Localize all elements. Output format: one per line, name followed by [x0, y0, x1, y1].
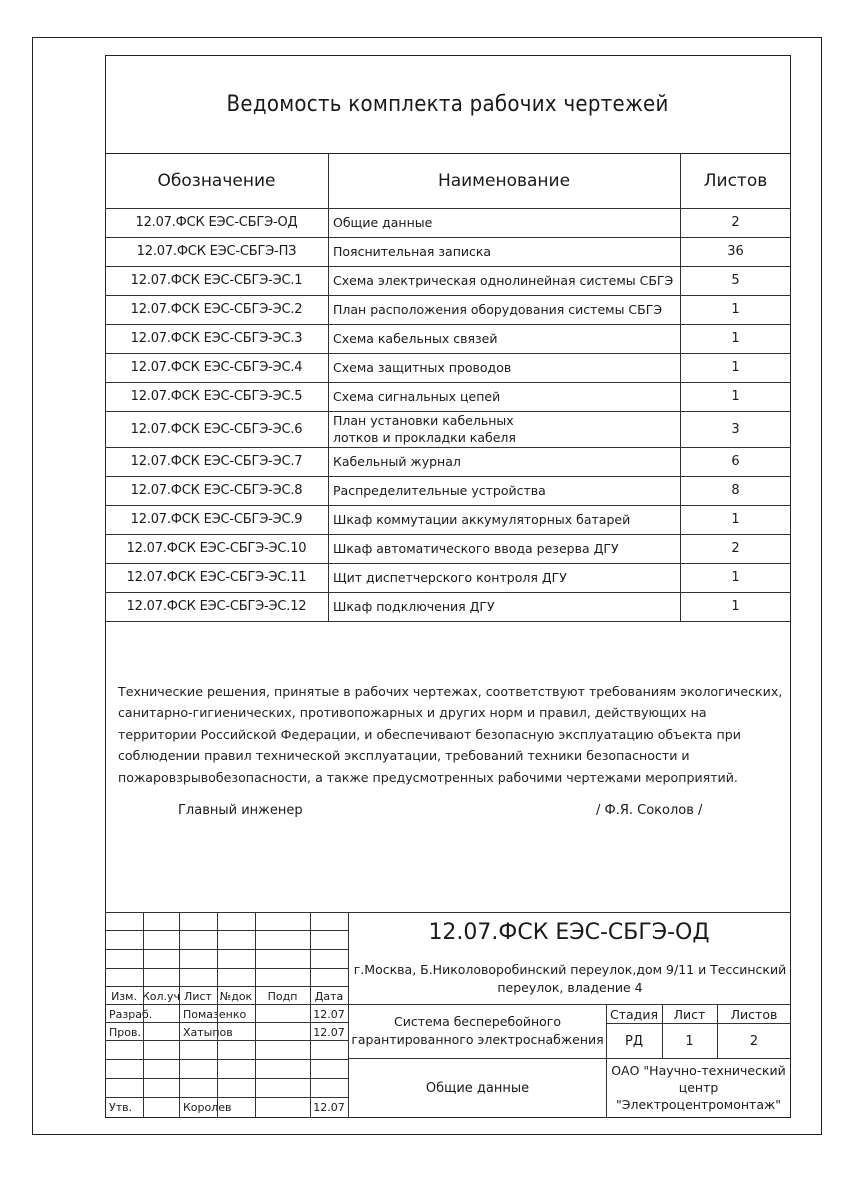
row-designation: 12.07.ФСК ЕЭС-СБГЭ-ЭС.8 — [130, 483, 303, 498]
title-block-col-line — [179, 912, 180, 1118]
row-name: Распределительные устройства — [333, 483, 546, 498]
row-sheets-count: 1 — [731, 512, 740, 527]
row-sheets-count: 1 — [731, 302, 740, 317]
row-designation: 12.07.ФСК ЕЭС-СБГЭ-ЭС.3 — [130, 331, 303, 346]
sheets-value: 2 — [749, 1033, 759, 1049]
title-block-row-line — [105, 1078, 348, 1079]
title-block-col-line — [255, 912, 256, 1118]
signature-name: / Ф.Я. Соколов / — [596, 803, 703, 818]
title-block-row-line — [105, 949, 348, 950]
row-sheets-count: 1 — [731, 331, 740, 346]
document-name: Общие данные — [425, 1080, 530, 1096]
row-sheets-count: 2 — [731, 215, 740, 230]
row-name: Схема сигнальных цепей — [333, 389, 501, 404]
title-block-row-line — [105, 1022, 348, 1023]
signature-role: Главный инженер — [178, 803, 303, 818]
header-name: Наименование — [437, 170, 571, 191]
sheet-value: 1 — [685, 1033, 694, 1049]
title-box — [106, 56, 790, 154]
col-header-doc-no: №док — [219, 989, 253, 1003]
row-designation: 12.07.ФСК ЕЭС-СБГЭ-ЭС.9 — [130, 512, 303, 527]
title-block-row-line — [105, 968, 348, 969]
doc-code: 12.07.ФСК ЕЭС-СБГЭ-ОД — [428, 919, 710, 945]
header-sheets: Листов — [703, 170, 768, 191]
title-block-row-line — [105, 986, 348, 987]
row-sheets-count: 3 — [731, 421, 740, 437]
sheet-header: Лист — [673, 1006, 706, 1022]
col-header-change: Изм. — [111, 989, 137, 1003]
title-block-right-line — [348, 1004, 791, 1005]
row-sheets-count: 2 — [731, 541, 740, 556]
row-sheets-count: 1 — [731, 360, 740, 375]
role-checker: Пров. — [109, 1025, 141, 1039]
title-block-row-line — [105, 1097, 348, 1098]
title-block-right-line — [348, 1058, 791, 1059]
role-developer: Разраб. — [109, 1007, 153, 1021]
row-name: Кабельный журнал — [333, 454, 461, 469]
row-name: Пояснительная записка — [333, 244, 492, 259]
title-block-divider — [348, 912, 349, 1118]
system-name: Система бесперебойного гарантированного электроснабжения — [351, 1014, 604, 1047]
row-designation: 12.07.ФСК ЕЭС-СБГЭ-ЭС.12 — [126, 599, 307, 614]
title-block-row-line — [105, 1004, 348, 1005]
title-block-stage-divider — [717, 1004, 718, 1058]
stage-header: Стадия — [610, 1006, 658, 1022]
role-approver: Утв. — [109, 1100, 133, 1114]
title-block-col-line — [143, 912, 144, 1118]
title-block-top-line — [105, 912, 791, 913]
title-block-stage-line — [606, 1023, 791, 1024]
date-developer: 12.07 — [313, 1007, 345, 1021]
row-name: Схема кабельных связей — [333, 331, 498, 346]
row-name: План установки кабельных лотков и прокладки кабеля — [333, 413, 516, 445]
col-header-sheet: Лист — [184, 989, 212, 1003]
row-designation: 12.07.ФСК ЕЭС-СБГЭ-ОД — [135, 215, 298, 230]
row-designation: 12.07.ФСК ЕЭС-СБГЭ-ЭС.4 — [130, 360, 303, 375]
row-name: Общие данные — [333, 215, 433, 230]
row-name: Схема защитных проводов — [333, 360, 512, 375]
organization-name: ОАО "Научно-технический центр "Электроцентромонтаж" — [611, 1062, 786, 1112]
row-sheets-count: 5 — [731, 273, 740, 288]
title-block-stage-divider — [662, 1004, 663, 1058]
row-sheets-count: 8 — [731, 483, 740, 498]
header-designation: Обозначение — [157, 170, 276, 191]
row-designation: 12.07.ФСК ЕЭС-СБГЭ-ЭС.11 — [126, 570, 307, 585]
date-approver: 12.07 — [313, 1100, 345, 1114]
row-name: Шкаф подключения ДГУ — [333, 599, 495, 614]
date-checker: 12.07 — [313, 1025, 345, 1039]
name-checker: Хатыпов — [183, 1025, 233, 1039]
row-sheets-count: 36 — [727, 244, 744, 259]
row-sheets-count: 6 — [731, 454, 740, 469]
row-name: Схема электрическая однолинейная системы СБГЭ — [333, 273, 674, 288]
sheets-header: Листов — [730, 1006, 778, 1022]
row-name: Щит диспетчерского контроля ДГУ — [333, 570, 567, 585]
col-header-sign: Подп — [267, 989, 298, 1003]
row-designation: 12.07.ФСК ЕЭС-СБГЭ-ЭС.6 — [130, 421, 303, 437]
title-block-row-line — [105, 1040, 348, 1041]
row-designation: 12.07.ФСК ЕЭС-СБГЭ-ЭС.5 — [130, 389, 303, 404]
row-sheets-count: 1 — [731, 389, 740, 404]
row-sheets-count: 1 — [731, 570, 740, 585]
stage-value: РД — [625, 1033, 643, 1049]
name-approver: Королев — [183, 1100, 232, 1114]
row-name: План расположения оборудования системы СБГЭ — [333, 302, 663, 317]
row-sheets-count: 1 — [731, 599, 740, 614]
title-block-col-line — [217, 912, 218, 1118]
col-header-date: Дата — [314, 989, 344, 1003]
title-block-stage-divider — [606, 1004, 607, 1118]
compliance-statement: Технические решения, принятые в рабочих чертежах, соответствуют требованиям экологических, санитарно-гигиенических, противопожарных и других норм и правил, действующих на территории Российской Федерации, и обеспечивают безопасную эксплуатацию объекта при соблюдении правил технической эксплуатации, требований техники безопасности и пожаровзрывобезопасности, а также предусмотренных рабочими чертежами мероприятий. — [118, 683, 783, 785]
title-block-row-line — [105, 1059, 348, 1060]
row-designation: 12.07.ФСК ЕЭС-СБГЭ-ЭС.1 — [130, 273, 303, 288]
row-name: Шкаф коммутации аккумуляторных батарей — [333, 512, 631, 527]
row-designation: 12.07.ФСК ЕЭС-СБГЭ-ПЗ — [136, 244, 297, 259]
object-address: г.Москва, Б.Николоворобинский переулок,дом 9/11 и Тессинский переулок, владение 4 — [353, 962, 787, 995]
title-block-col-line — [310, 912, 311, 1118]
name-developer: Помазенко — [183, 1007, 247, 1021]
table-bottom-line — [105, 621, 791, 622]
col-header-count: Кол.уч — [141, 989, 181, 1003]
page-title: Ведомость комплекта рабочих чертежей — [226, 92, 670, 117]
row-designation: 12.07.ФСК ЕЭС-СБГЭ-ЭС.2 — [130, 302, 303, 317]
row-designation: 12.07.ФСК ЕЭС-СБГЭ-ЭС.7 — [130, 454, 303, 469]
row-designation: 12.07.ФСК ЕЭС-СБГЭ-ЭС.10 — [126, 541, 307, 556]
row-name: Шкаф автоматического ввода резерва ДГУ — [333, 541, 619, 556]
title-block-row-line — [105, 930, 348, 931]
